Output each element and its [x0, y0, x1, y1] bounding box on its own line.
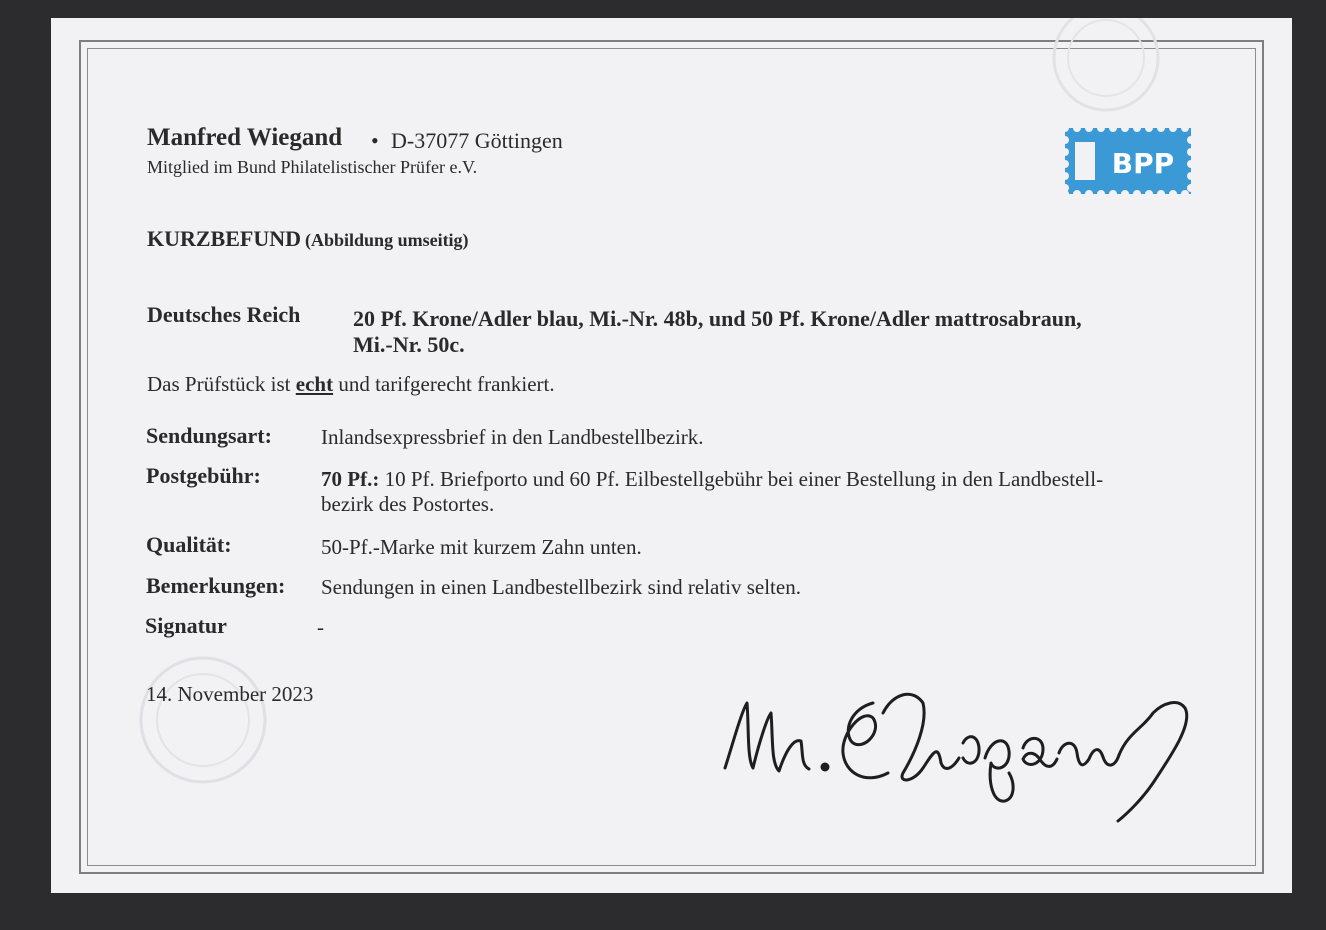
examiner-address: D-37077 Göttingen [391, 128, 563, 153]
signatur-value: - [317, 615, 324, 639]
statement-post: und tarifgerecht frankiert. [338, 372, 555, 396]
bpp-logo-text: BPP [1111, 147, 1175, 180]
embossed-seal-bottom [133, 650, 273, 790]
statement-emphasis: echt [295, 372, 334, 396]
bemerkungen-label: Bemerkungen: [146, 573, 286, 598]
handwritten-signature [723, 673, 1203, 823]
sendungsart-label: Sendungsart: [146, 423, 272, 448]
certificate-sheet [51, 18, 1292, 893]
bemerkungen-value: Sendungen in einen Landbestellbezirk sind relativ selten. [321, 575, 801, 599]
postgebuehr-value-line-2: bezirk des Postortes. [321, 492, 495, 516]
report-title-row [147, 226, 469, 252]
postgebuehr-label: Postgebühr: [146, 463, 261, 488]
signatur-label: Signatur [145, 613, 227, 638]
statement [147, 372, 555, 397]
sendungsart-value: Inlandsexpressbrief in den Landbestellbezirk. [321, 425, 704, 449]
postgebuehr-text: 10 Pf. Briefporto und 60 Pf. Eilbestellgebühr bei einer Bestellung in den Landbestell- [384, 467, 1104, 491]
postgebuehr-value-line-1 [321, 467, 1103, 492]
membership-line: Mitglied im Bund Philatelistischer Prüfer e.V. [147, 157, 478, 177]
certificate-date: 14. November 2023 [146, 682, 314, 706]
item-line-1: 20 Pf. Krone/Adler blau, Mi.-Nr. 48b, und 50 Pf. Krone/Adler mattrosabraun, [353, 306, 1082, 331]
postgebuehr-amount: 70 Pf.: [321, 467, 380, 491]
report-title-note: (Abbildung umseitig) [305, 230, 469, 250]
qualitaet-label: Qualität: [146, 532, 232, 557]
bpp-logo [1059, 122, 1197, 200]
statement-pre: Das Prüfstück ist [147, 372, 291, 396]
separator-dot: • [371, 128, 379, 153]
embossed-seal-top [1046, 18, 1166, 128]
report-title: KURZBEFUND [147, 226, 302, 251]
qualitaet-value: 50-Pf.-Marke mit kurzem Zahn unten. [321, 535, 642, 559]
examiner-name: Manfred Wiegand [147, 124, 343, 151]
country: Deutsches Reich [147, 302, 301, 327]
item-line-2: Mi.-Nr. 50c. [353, 332, 465, 357]
